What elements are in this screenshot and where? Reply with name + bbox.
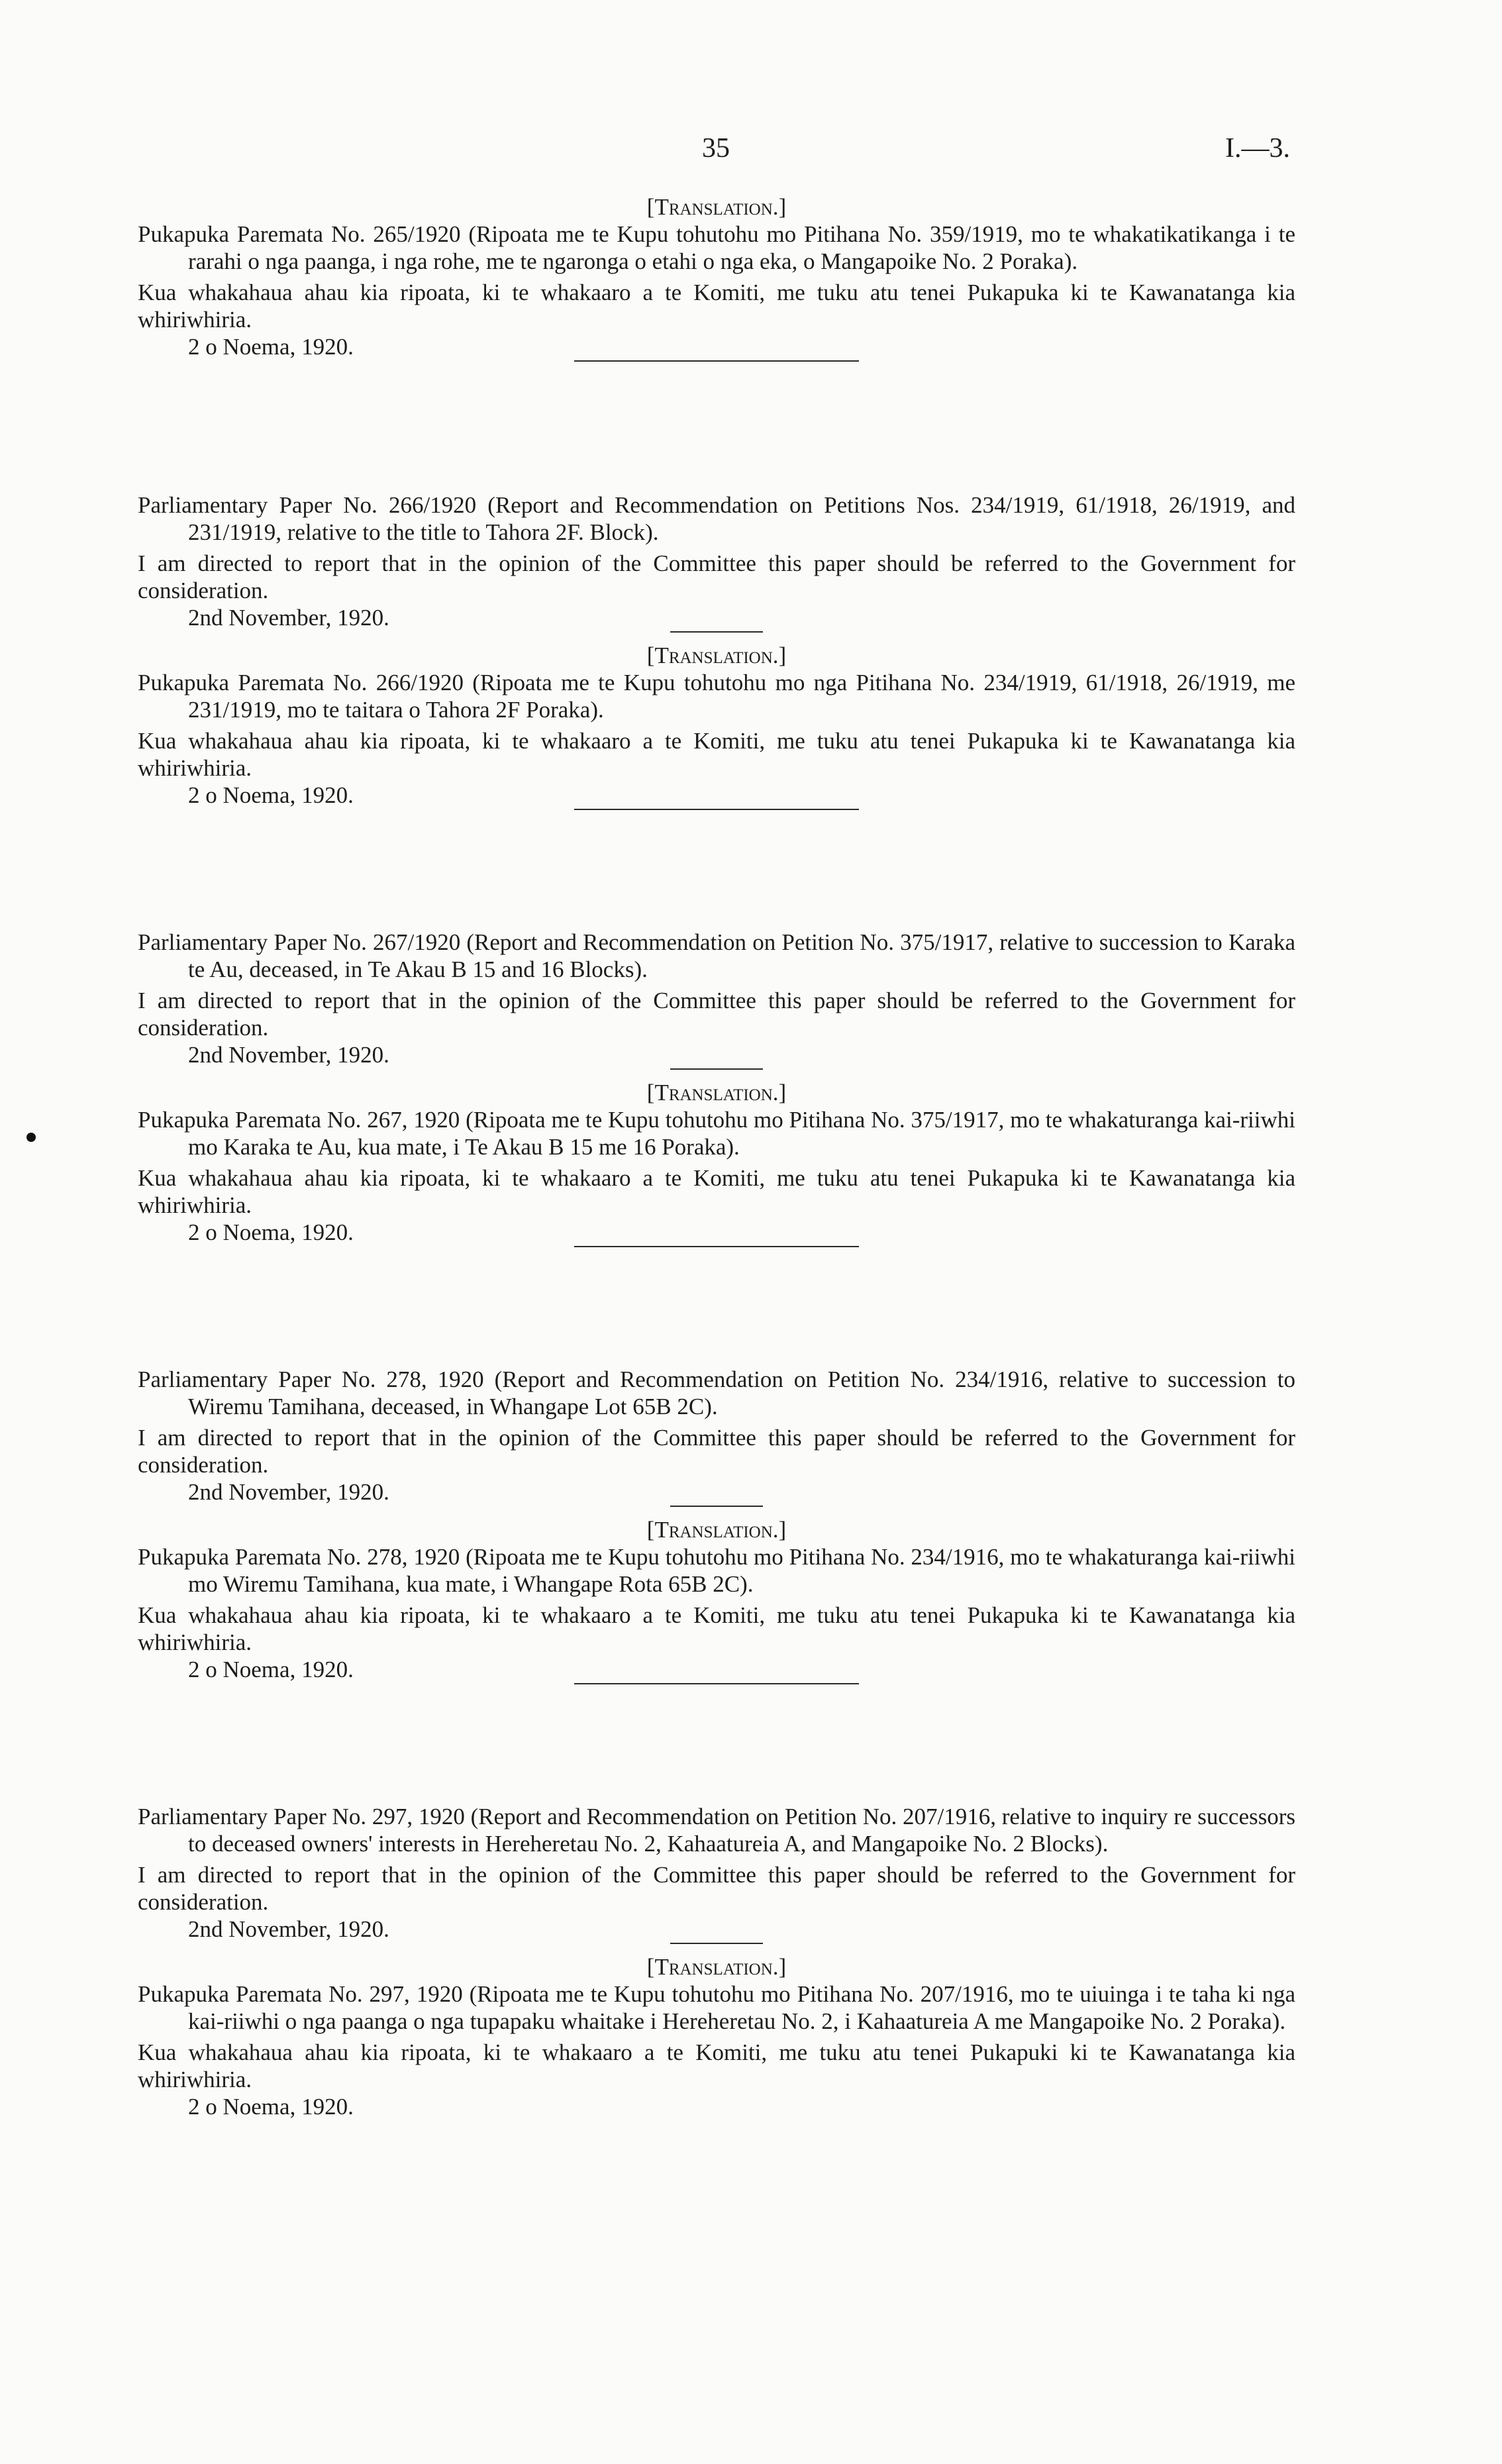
translation-label: [Translation.] — [646, 1954, 787, 1980]
english-divider — [670, 631, 763, 633]
english-title: Parliamentary Paper No. 278, 1920 (Report and Recommendation on Petition No. 234/1916, relative to succession to Wiremu Tamihana, deceased, in Whangape Lot 65B 2C). — [138, 1366, 1295, 1419]
english-title: Parliamentary Paper No. 266/1920 (Report and Recommendation on Petitions Nos. 234/1919, 61/1918, 26/1919, and 231/1919, relative to the title to Tahora 2F. Block). — [138, 492, 1295, 545]
translation-body: Kua whakahaua ahau kia ripoata, ki te whakaaro a te Komiti, me tuku atu tenei Pukapuka ki te Kawanatanga kia whiriwhiria. — [138, 728, 1295, 781]
section-267 — [138, 929, 1295, 1247]
translation-body: Kua whakahaua ahau kia ripoata, ki te whakaaro a te Komiti, me tuku atu tenei Pukapuka ki te Kawanatanga kia whiriwhiria. — [138, 1602, 1295, 1655]
translation-title: Pukapuka Paremata No. 278, 1920 (Ripoata me te Kupu tohutohu mo Pitihana No. 234/1916, mo te whakaturanga kai-riiwhi mo Wiremu Tamihana, kua mate, i Whangape Rota 65B 2C). — [138, 1544, 1295, 1597]
section-divider — [574, 1683, 859, 1684]
translation-date: 2 o Noema, 1920. — [188, 1657, 354, 1682]
page-number: 35 — [702, 133, 730, 164]
section-divider — [574, 360, 859, 362]
translation-date: 2 o Noema, 1920. — [188, 1219, 354, 1245]
english-date: 2nd November, 1920. — [188, 1916, 389, 1942]
english-body: I am directed to report that in the opinion of the Committee this paper should be referred to the Government for consideration. — [138, 1425, 1295, 1478]
translation-body: Kua whakahaua ahau kia ripoata, ki te whakaaro a te Komiti, me tuku atu tenei Pukapuki ki te Kawanatanga kia whiriwhiria. — [138, 2039, 1295, 2092]
english-body: I am directed to report that in the opinion of the Committee this paper should be referred to the Government for consideration. — [138, 1862, 1295, 1915]
english-title: Parliamentary Paper No. 267/1920 (Report and Recommendation on Petition No. 375/1917, relative to succession to Karaka te Au, deceased, in Te Akau B 15 and 16 Blocks). — [138, 929, 1295, 982]
margin-dot — [26, 1133, 36, 1142]
translation-body: Kua whakahaua ahau kia ripoata, ki te whakaaro a te Komiti, me tuku atu tenei Pukapuka ki te Kawanatanga kia whiriwhiria. — [138, 1165, 1295, 1218]
section-265 — [138, 193, 1295, 362]
translation-title: Pukapuka Paremata No. 266/1920 (Ripoata me te Kupu tohutohu mo nga Pitihana No. 234/1919, 61/1918, 26/1919, me 231/1919, mo te taitara o Tahora 2F Poraka). — [138, 670, 1295, 723]
section-divider — [574, 809, 859, 810]
translation-label: [Translation.] — [646, 194, 787, 220]
english-date: 2nd November, 1920. — [188, 1479, 389, 1505]
section-divider — [574, 1246, 859, 1247]
english-date: 2nd November, 1920. — [188, 605, 389, 631]
translation-label: [Translation.] — [646, 1517, 787, 1543]
translation-date: 2 o Noema, 1920. — [188, 782, 354, 808]
translation-date: 2 o Noema, 1920. — [188, 2094, 354, 2120]
section-266 — [138, 491, 1295, 810]
english-body: I am directed to report that in the opinion of the Committee this paper should be referred to the Government for consideration. — [138, 988, 1295, 1041]
translation-date: 2 o Noema, 1920. — [188, 334, 354, 360]
section-297 — [138, 1803, 1295, 2120]
english-divider — [670, 1943, 763, 1944]
translation-title: Pukapuka Paremata No. 267, 1920 (Ripoata me te Kupu tohutohu mo Pitihana No. 375/1917, mo te whakaturanga kai-riiwhi mo Karaka te Au, kua mate, i Te Akau B 15 me 16 Poraka). — [138, 1107, 1295, 1160]
english-divider — [670, 1068, 763, 1070]
translation-label: [Translation.] — [646, 1080, 787, 1105]
translation-label: [Translation.] — [646, 642, 787, 668]
english-body: I am directed to report that in the opinion of the Committee this paper should be referred to the Government for consideration. — [138, 550, 1295, 603]
english-date: 2nd November, 1920. — [188, 1042, 389, 1068]
english-divider — [670, 1506, 763, 1507]
english-title: Parliamentary Paper No. 297, 1920 (Report and Recommendation on Petition No. 207/1916, relative to inquiry re successors to deceased owners' interests in Hereheretau No. 2, Kahaatureia A, and Mangapoike No. 2 Blocks). — [138, 1804, 1295, 1857]
section-278 — [138, 1366, 1295, 1684]
translation-body: Kua whakahaua ahau kia ripoata, ki te whakaaro a te Komiti, me tuku atu tenei Pukapuka ki te Kawanatanga kia whiriwhiria. — [138, 280, 1295, 333]
document-reference: I.—3. — [1225, 133, 1290, 164]
translation-title: Pukapuka Paremata No. 265/1920 (Ripoata me te Kupu tohutohu mo Pitihana No. 359/1919, mo te whakatikatikanga i te rarahi o nga paanga, i nga rohe, me te ngaronga o etahi o nga eka, o Mangapoike No. 2 Poraka). — [138, 221, 1295, 274]
translation-title: Pukapuka Paremata No. 297, 1920 (Ripoata me te Kupu tohutohu mo Pitihana No. 207/1916, mo te uiuinga i te taha ki nga kai-riiwhi o nga paanga o nga tupapaku whaitake i Hereheretau No. 2, i Kahaatureia A me Mangapoike No. 2 Poraka). — [138, 1981, 1295, 2034]
